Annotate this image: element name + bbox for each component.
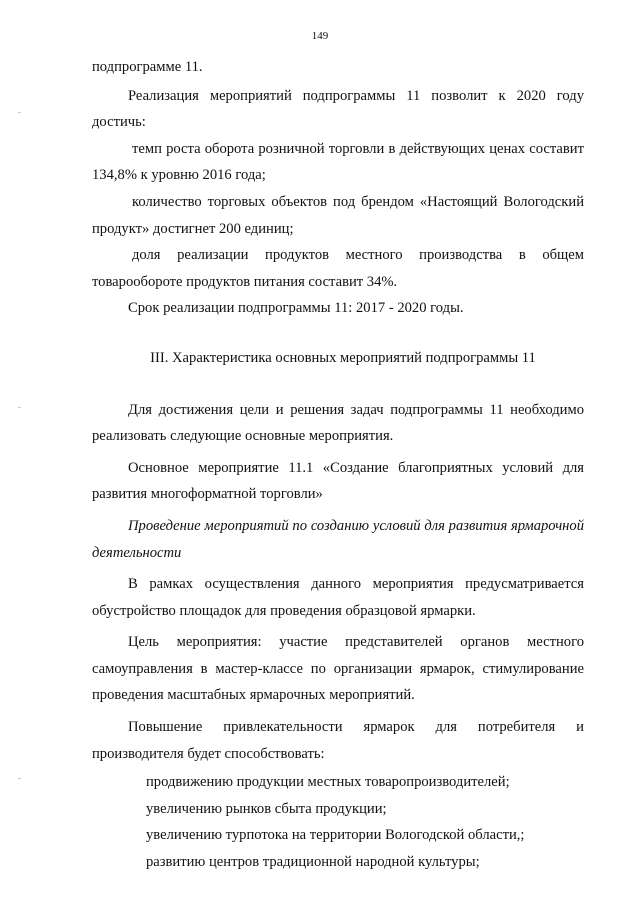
paragraph-term: Срок реализации подпрограммы 11: 2017 - 2020 годы. <box>128 300 464 317</box>
paragraph-continuation: подпрограмме 11. <box>92 59 203 75</box>
paragraph-goal: Цель мероприятия: участие представителей органов местного самоуправления в мастер-классе по организации ярмарок, стимулирование проведения масштабных ярмарочных мероприятий. <box>92 634 584 704</box>
list-item: увеличению турпотока на территории Вологодской области,; <box>146 827 525 844</box>
paragraph-intro: Для достижения цели и решения задач подпрограммы 11 необходимо реализовать следующие основные мероприятия. <box>92 401 584 445</box>
paragraph-results: Реализация мероприятий подпрограммы 11 позволит к 2020 году достичь: <box>92 87 584 131</box>
list-item: продвижению продукции местных товаропроизводителей; <box>146 774 510 791</box>
list-item: развитию центров традиционной народной культуры; <box>146 854 480 871</box>
list-item: увеличению рынков сбыта продукции; <box>146 800 387 817</box>
paragraph-main-measure: Основное мероприятие 11.1 «Создание благоприятных условий для развития многоформатной торговли» <box>92 459 584 503</box>
document-body <box>92 54 584 876</box>
paragraph-attractiveness: Повышение привлекательности ярмарок для потребителя и производителя будет способствовать: <box>92 719 584 762</box>
page-number: 149 <box>311 30 329 42</box>
paragraph-fair-sites: В рамках осуществления данного мероприятия предусматривается обустройство площадок для проведения образцовой ярмарки. <box>92 576 584 619</box>
section-heading: III. Характеристика основных мероприятий подпрограммы 11 <box>150 349 536 366</box>
scan-margin-mark <box>18 407 21 408</box>
paragraph-local-share: доля реализации продуктов местного производства в общем товарообороте продуктов питания составит 34%. <box>92 247 584 290</box>
paragraph-brand-objects: количество торговых объектов под брендом «Настоящий Вологодский продукт» достигнет 200 единиц; <box>92 193 584 237</box>
paragraph-fair-activity: Проведение мероприятий по созданию условий для развития ярмарочной деятельности <box>92 517 584 561</box>
scan-margin-mark <box>18 112 21 113</box>
scan-margin-mark <box>18 778 21 779</box>
paragraph-retail-growth: темп роста оборота розничной торговли в действующих ценах составит 134,8% к уровню 2016 года; <box>92 140 584 184</box>
